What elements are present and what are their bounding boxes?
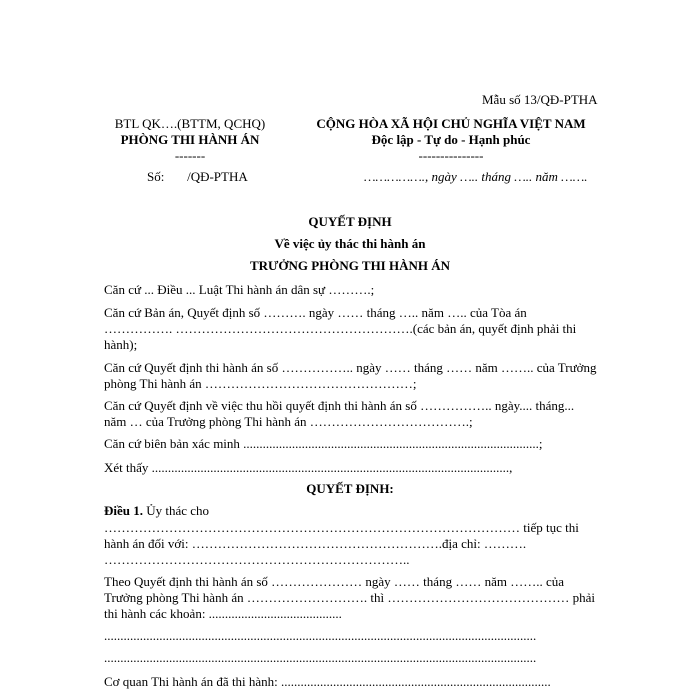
article-1-line-2: Theo Quyết định thi hành án số ………………… ngày …… tháng …… năm …….. của Trưởng phòng Thi hành án ………………………. thì …………………………………… phải thi hành các khoản: ......................................... <box>104 574 595 621</box>
basis-paragraph-5: Căn cứ biên bản xác minh ...........................................................................................; <box>104 436 543 451</box>
national-motto: Độc lập - Tự do - Hạnh phúc <box>371 132 531 147</box>
basis-paragraph-4: Căn cứ Quyết định về việc thu hồi quyết định thi hành án số …………….. ngày.... tháng... năm … của Trưởng phòng Thi hành án ……………………………….; <box>104 398 575 429</box>
basis-paragraph-2: Căn cứ Bản án, Quyết định số ………. ngày …… tháng ….. năm ….. của Tòa án ……………. ……………………………………………….(các bản án, quyết định phải thi hành); <box>104 305 577 352</box>
article-1 <box>104 503 598 519</box>
document-title: QUYẾT ĐỊNH <box>308 214 392 229</box>
article-1-line-3: ..................................................................................................................................... <box>104 628 537 643</box>
article-1-text: Ủy thác cho <box>143 503 210 518</box>
basis-paragraph-1: Căn cứ ... Điều ... Luật Thi hành án dân sự ……….; <box>104 282 375 297</box>
country-name: CỘNG HÒA XÃ HỘI CHỦ NGHĨA VIỆT NAM <box>316 116 586 131</box>
article-1-label: Điều 1. <box>104 503 143 518</box>
header-left-line2: PHÒNG THI HÀNH ÁN <box>120 132 260 147</box>
decision-heading: QUYẾT ĐỊNH: <box>306 481 394 496</box>
document-number: Số: /QĐ-PTHA <box>147 169 248 184</box>
form-code: Mẫu số 13/QĐ-PTHA <box>482 92 598 107</box>
header-left-separator: ------- <box>174 148 206 163</box>
document-subtitle: Về việc ủy thác thi hành án <box>274 236 426 251</box>
header-left-line1: BTL QK….(BTTM, QCHQ) <box>114 116 266 131</box>
issuing-authority: TRƯỞNG PHÒNG THI HÀNH ÁN <box>249 258 451 273</box>
article-1-line-4: ..................................................................................................................................... <box>104 650 537 665</box>
article-1-line-5: Cơ quan Thi hành án đã thi hành: ................................................................................... <box>104 674 551 689</box>
issue-date: ……………., ngày ….. tháng ….. năm ……. <box>364 169 588 184</box>
header-right-separator: --------------- <box>418 148 484 163</box>
considering-paragraph: Xét thấy .............................................................................................................., <box>104 460 513 475</box>
basis-paragraph-3: Căn cứ Quyết định thi hành án số …………….. ngày …… tháng …… năm …….. của Trưởng phòng Thi hành án …………………………………………; <box>104 360 597 391</box>
article-1-line-1: …………………………………………………………………………………… tiếp tục thi hành án đối với: ………………………………………………….địa chỉ: ………. …………………………………………………………….. <box>104 520 579 567</box>
